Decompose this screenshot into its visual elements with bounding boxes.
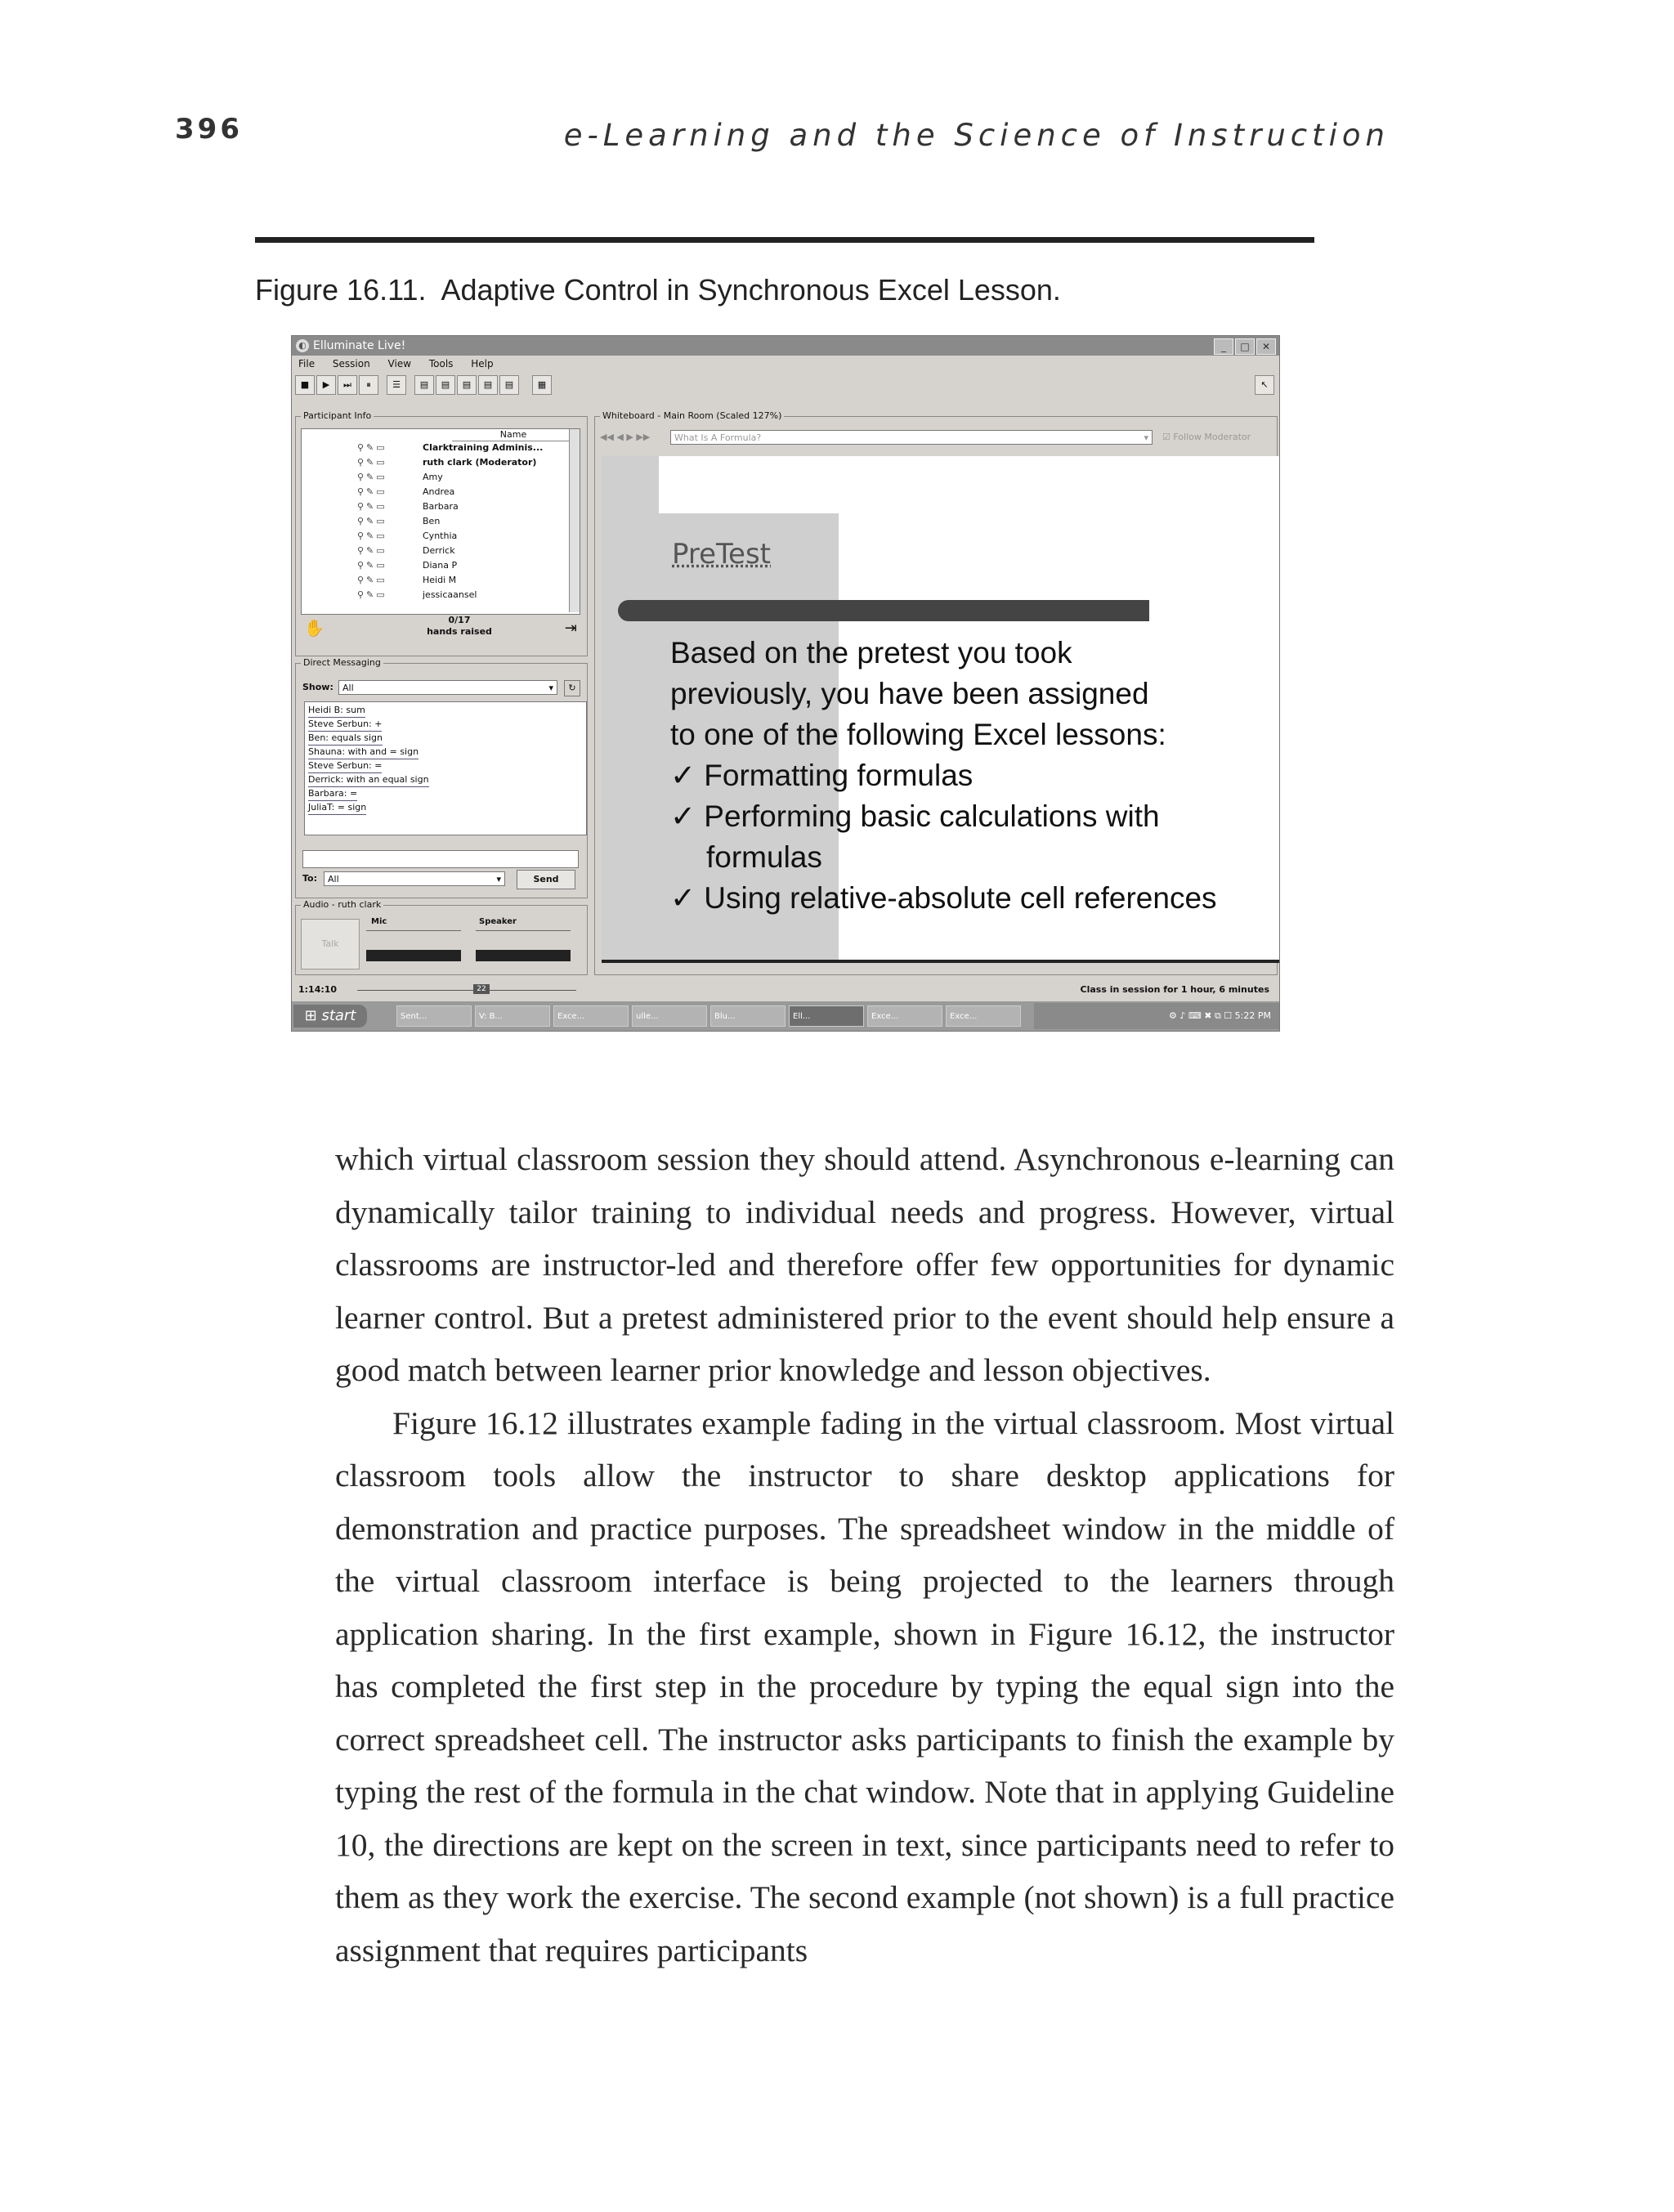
timeline-slider[interactable]: 22 xyxy=(473,984,490,994)
tool-e-icon[interactable]: ▤ xyxy=(499,375,519,395)
page-number: 396 xyxy=(175,113,243,146)
participant-row[interactable]: ⚲✎▭ ruth clark (Moderator) xyxy=(357,457,537,468)
name-column-header[interactable]: Name xyxy=(452,429,575,441)
start-button[interactable]: ⊞ start xyxy=(293,1005,367,1028)
speaker-level-meter xyxy=(476,950,571,961)
participant-row[interactable]: ⚲✎▭ jessicaansel xyxy=(357,589,477,600)
speaker-slider[interactable] xyxy=(476,930,571,938)
tray-icons[interactable]: ⚙ ♪ ⌨ ✖ ⧉ ☐ xyxy=(1169,1010,1235,1021)
menu-session[interactable]: Session xyxy=(332,358,370,369)
hands-raised-status: 0/17 hands raised xyxy=(427,615,492,637)
direct-messaging-panel xyxy=(295,657,588,898)
maximize-icon[interactable]: □ xyxy=(1235,338,1255,355)
tool-b-icon[interactable]: ▤ xyxy=(436,375,455,395)
close-icon[interactable]: ✕ xyxy=(1256,338,1276,355)
body-paragraph: which virtual classroom session they should attend. Asynchronous e-learning can dynamically tailor training to individual needs and progress. However, virtual classrooms are instructor-led and therefore offer few opportunities for dynamic learner control. But a pretest administered prior to the event should help ensure a good match between learner prior knowledge and lesson objectives. xyxy=(335,1141,1394,1388)
menu-view[interactable]: View xyxy=(387,358,412,369)
mic-level-meter xyxy=(366,950,461,961)
to-select[interactable]: All ▾ xyxy=(324,871,505,886)
clock: 5:22 PM xyxy=(1234,1010,1271,1021)
chat-message: Steve Serbun: = xyxy=(308,759,382,773)
participant-row[interactable]: ⚲✎▭ Heidi M xyxy=(357,575,457,585)
show-label: Show: xyxy=(302,682,333,692)
chat-message: Shauna: with and = sign xyxy=(308,746,418,759)
grid-icon[interactable]: ▦ xyxy=(532,375,552,395)
taskbar-item[interactable]: Ell... xyxy=(789,1005,864,1027)
tool-a-icon[interactable]: ▤ xyxy=(414,375,434,395)
session-status: Class in session for 1 hour, 6 minutes xyxy=(1080,984,1269,995)
participant-row[interactable]: ⚲✎▭ Amy xyxy=(357,472,443,482)
body-paragraph: Figure 16.12 illustrates example fading in the virtual classroom. Most virtual classroom tools allow the instructor to share desktop applications for demonstration and practice purposes. The spreadsheet window in the middle of the virtual classroom interface is being projected to the learners through application sharing. In the first example, shown in Figure 16.12, the instructor has completed the first step in the procedure by typing the equal sign into the correct spreadsheet cell. The instructor asks participants to finish the example by typing the rest of the formula in the chat window. Note that in applying Guideline 10, the directions are kept on the screen in text, since participants need to refer to them as they work the exercise. The second example (not shown) is a full practice assignment that requires participants xyxy=(335,1404,1394,1968)
window-titlebar xyxy=(292,336,1279,356)
status-bar xyxy=(292,980,1279,1000)
figure-caption xyxy=(255,273,1061,307)
menu-file[interactable]: File xyxy=(298,358,316,369)
raise-hand-icon[interactable]: ✋ xyxy=(304,618,325,638)
participant-row[interactable]: ⚲✎▭ Andrea xyxy=(357,486,455,497)
layout-icon[interactable]: ☰ xyxy=(387,375,406,395)
elapsed-time: 1:14:10 xyxy=(298,984,338,995)
slide-divider-bar xyxy=(618,600,1149,621)
audio-panel xyxy=(295,899,588,975)
whiteboard-canvas[interactable] xyxy=(602,456,1280,963)
chat-message: Steve Serbun: + xyxy=(308,718,382,732)
participant-list-box xyxy=(301,428,580,615)
to-label: To: xyxy=(302,873,317,884)
taskbar-item[interactable]: Blu... xyxy=(710,1005,786,1027)
participant-row[interactable]: ⚲✎▭ Derrick xyxy=(357,545,455,556)
pointer-icon[interactable]: ↖ xyxy=(1255,375,1274,395)
app-logo-icon: ◐ xyxy=(296,339,309,352)
taskbar-item[interactable]: Exce... xyxy=(867,1005,942,1027)
page-select[interactable]: What Is A Formula? ▾ xyxy=(670,430,1153,445)
participant-row[interactable]: ⚲✎▭ Barbara xyxy=(357,501,459,512)
participant-panel xyxy=(295,410,588,656)
slide-text: Based on the pretest you took previously, you have been assigned to one of the following Excel lessons: ✓ Formatting formulas ✓ Performing basic calculations with formulas ✓ Using relative-absolute cell references xyxy=(670,636,1217,915)
participant-row[interactable]: ⚲✎▭ Clarktraining Adminis... xyxy=(357,442,544,453)
os-taskbar xyxy=(292,1001,1279,1031)
tool-c-icon[interactable]: ▤ xyxy=(457,375,477,395)
menu-tools[interactable]: Tools xyxy=(428,358,454,369)
chat-message: JuliaT: = sign xyxy=(308,801,366,815)
header-rule xyxy=(255,237,1314,243)
figure-screenshot xyxy=(291,335,1280,1032)
play-icon[interactable]: ▶ xyxy=(316,375,336,395)
slide-title: PreTest xyxy=(672,538,772,571)
audio-panel-title: Audio - ruth clark xyxy=(301,898,383,911)
participant-scrollbar[interactable] xyxy=(569,429,580,612)
slide-white-block xyxy=(659,456,847,513)
window-title: Elluminate Live! xyxy=(313,339,406,352)
figure-caption-title: Adaptive Control in Synchronous Excel Lesson. xyxy=(441,273,1061,307)
tool-d-icon[interactable]: ▤ xyxy=(478,375,498,395)
taskbar-item[interactable]: Exce... xyxy=(553,1005,629,1027)
body-text xyxy=(335,1133,1394,1977)
taskbar-item[interactable]: ulle... xyxy=(632,1005,707,1027)
windows-logo-icon: ⊞ xyxy=(304,1007,317,1024)
skip-icon[interactable]: ⏭ xyxy=(338,375,357,395)
chat-input[interactable] xyxy=(302,850,579,868)
taskbar-item[interactable]: V: B... xyxy=(475,1005,550,1027)
pause-icon[interactable]: ⏸ xyxy=(359,375,378,395)
timeline-track xyxy=(357,990,576,991)
toolbar xyxy=(295,374,1274,395)
minimize-icon[interactable]: _ xyxy=(1214,338,1233,355)
chat-message: Ben: equals sign xyxy=(308,732,383,746)
refresh-icon[interactable]: ↻ xyxy=(564,680,580,696)
whiteboard-panel xyxy=(594,410,1278,975)
send-button[interactable]: Send xyxy=(517,870,575,889)
mic-label: Mic xyxy=(371,917,387,926)
menu-help[interactable]: Help xyxy=(471,358,494,369)
chat-log xyxy=(304,701,587,835)
mic-slider[interactable] xyxy=(366,930,461,938)
menu-bar xyxy=(292,356,1279,372)
participant-panel-title: Participant Info xyxy=(301,410,374,423)
figure-caption-label: Figure 16.11. xyxy=(255,273,427,307)
chat-message: Heidi B: sum xyxy=(308,704,365,718)
chat-message: Derrick: with an equal sign xyxy=(308,773,429,787)
speaker-label: Speaker xyxy=(479,917,517,926)
participant-row[interactable]: ⚲✎▭ Ben xyxy=(357,516,441,526)
exit-icon[interactable]: ⇥ xyxy=(564,620,577,637)
participant-list xyxy=(357,441,594,602)
system-tray xyxy=(1034,1003,1279,1029)
stop-icon[interactable]: ■ xyxy=(295,375,315,395)
taskbar-item[interactable]: Exce... xyxy=(946,1005,1021,1027)
talk-button[interactable]: Talk xyxy=(301,919,360,969)
participant-row[interactable]: ⚲✎▭ Cynthia xyxy=(357,531,458,541)
taskbar-item[interactable]: Sent... xyxy=(396,1005,472,1027)
running-head: e-Learning and the Science of Instruction xyxy=(563,118,1390,153)
show-select[interactable]: All ▾ xyxy=(338,680,557,695)
chat-message: Barbara: = xyxy=(308,787,357,801)
whiteboard-title: Whiteboard - Main Room (Scaled 127%) xyxy=(600,410,784,423)
participant-row[interactable]: ⚲✎▭ Diana P xyxy=(357,560,458,571)
direct-messaging-title: Direct Messaging xyxy=(301,656,383,669)
page-nav-icons[interactable]: ◀◀ ◀ ▶ ▶▶ xyxy=(600,432,651,442)
follow-moderator-checkbox[interactable]: ☑ Follow Moderator xyxy=(1162,432,1251,442)
